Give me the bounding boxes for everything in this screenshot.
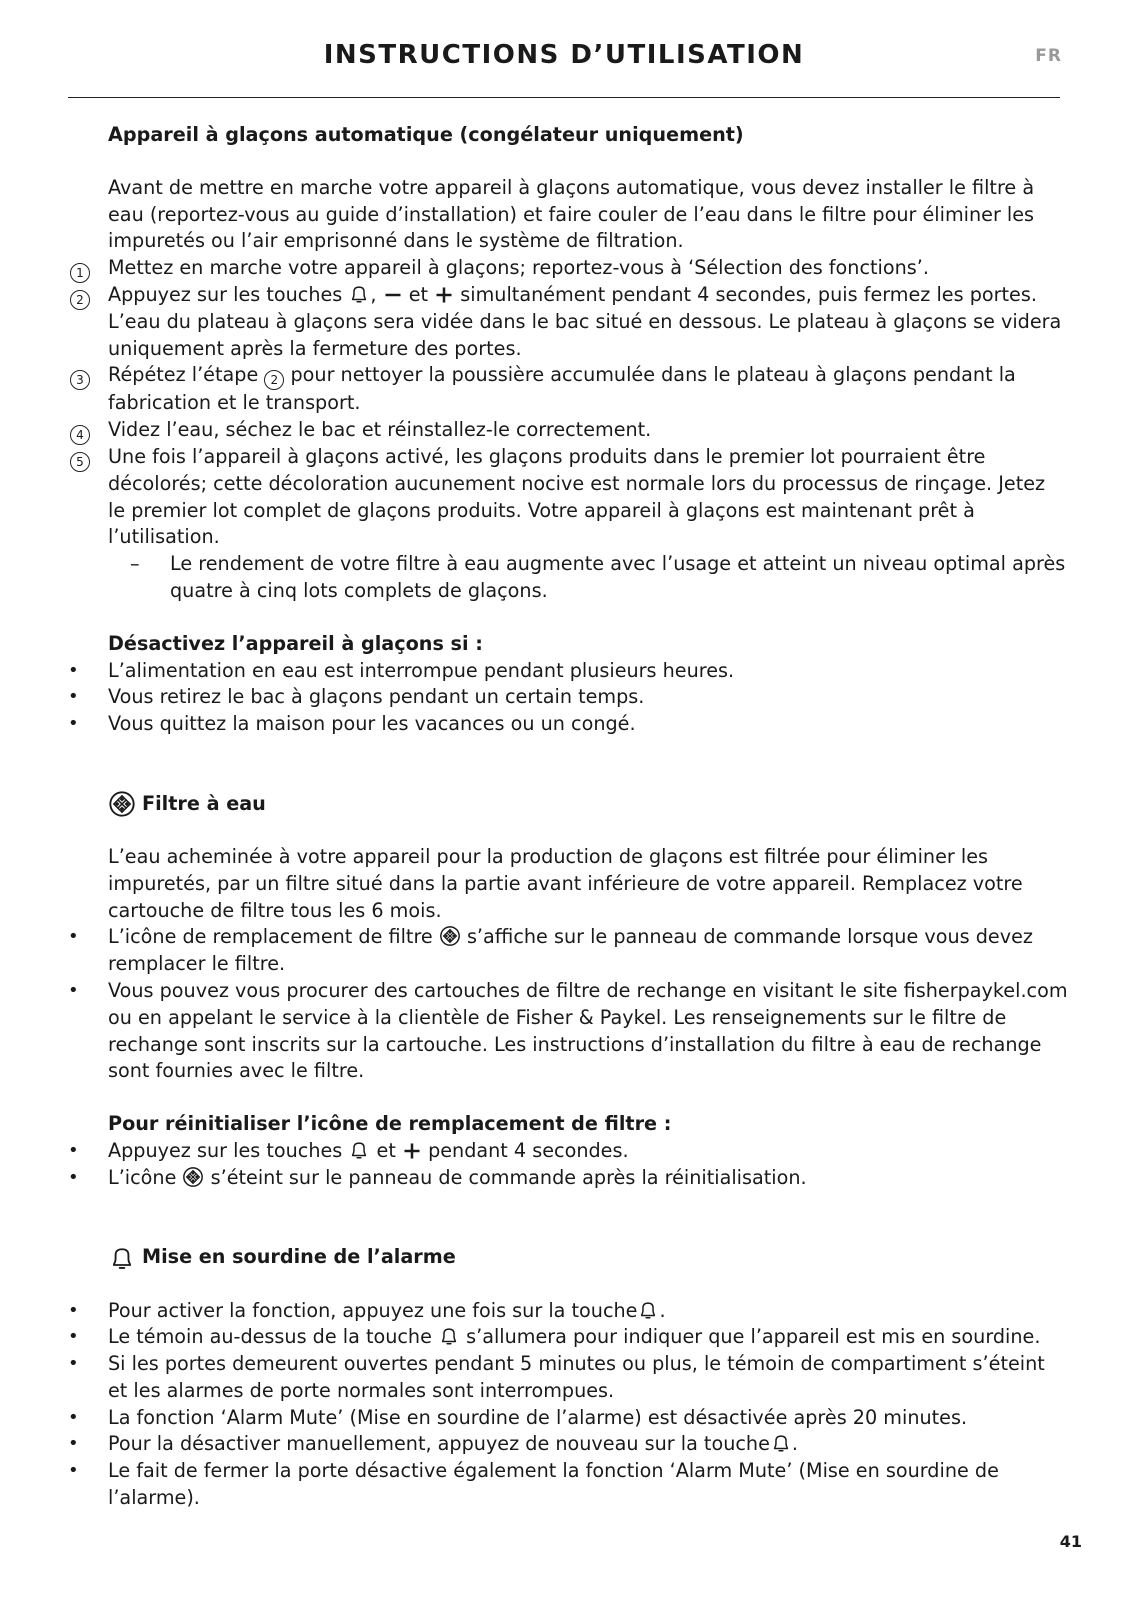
plus-icon: [434, 285, 454, 305]
list-item: • Pour activer la fonction, appuyez une fois sur la touche .: [68, 1298, 666, 1322]
page-content: [68, 122, 1068, 1512]
filter-heading: Filtre à eau: [108, 790, 1068, 818]
list-item: • La fonction ‘Alarm Mute’ (Mise en sourdine de l’alarme) est désactivée après 20 minutes.: [68, 1405, 968, 1429]
step-number: 5: [70, 444, 90, 472]
list-item: • Vous retirez le bac à glaçons pendant un certain temps.: [68, 685, 645, 709]
list-item: • Appuyez sur les touches et pendant 4 secondes.: [68, 1138, 629, 1162]
bell-icon: [348, 1139, 370, 1161]
step-text: Mettez en marche votre appareil à glaçons; reportez-vous à ‘Sélection des fonctions’.: [108, 256, 929, 280]
disable-heading: Désactivez l’appareil à glaçons si :: [108, 631, 483, 655]
step-number: 4: [70, 417, 90, 445]
list-item: • L’icône de remplacement de filtre s’affiche sur le panneau de commande lorsque vous devez remplacer le filtre.: [68, 925, 1033, 976]
step-number: 3: [70, 362, 90, 390]
step-number: 2: [70, 282, 90, 310]
step-item: [76, 444, 1068, 551]
header-divider: [68, 97, 1060, 98]
step-item: 3 Répétez l’étape 2 pour nettoyer la poussière accumulée dans le plateau à glaçons pendant la fabrication et le transport.: [108, 362, 1068, 417]
list-item: • Vous pouvez vous procurer des cartouches de filtre de rechange en visitant le site fisherpaykel.com ou en appelant le service à la clientèle de Fisher & Paykel. Les renseignements sur le filtre de rechange sont inscrits sur la cartouche. Les instructions d’installation du filtre à eau de rechange sont fournies avec le filtre.: [68, 978, 1068, 1083]
step-item: [76, 255, 1068, 282]
step-text: Videz l’eau, séchez le bac et réinstallez-le correctement.: [108, 418, 652, 442]
page-number: 41: [1059, 1532, 1082, 1551]
dash-note: – Le rendement de votre filtre à eau augmente avec l’usage et atteint un niveau optimal après quatre à cinq lots complets de glaçons.: [130, 552, 1066, 602]
bell-icon: [637, 1299, 659, 1321]
list-item: • L’alimentation en eau est interrompue pendant plusieurs heures.: [68, 658, 735, 682]
icemaker-intro: Avant de mettre en marche votre appareil à glaçons automatique, vous devez installer le filtre à eau (reportez-vous au guide d’installation) et faire couler de l’eau dans le filtre pour éliminer les impuretés ou l’air emprisonné dans le système de filtration.: [108, 175, 1035, 253]
filter-icon: [108, 790, 136, 818]
language-label: FR: [1035, 46, 1062, 66]
bell-icon: [108, 1244, 136, 1272]
list-item: • Si les portes demeurent ouvertes pendant 5 minutes ou plus, le témoin de compartiment s’éteint et les alarmes de porte normales sont interrompues.: [68, 1352, 1045, 1402]
bell-icon: [438, 1325, 460, 1347]
list-item: • Le fait de fermer la porte désactive également la fonction ‘Alarm Mute’ (Mise en sourdine de l’alarme).: [68, 1459, 999, 1510]
alarm-heading: Mise en sourdine de l’alarme: [108, 1244, 1068, 1272]
bell-icon: [770, 1432, 792, 1454]
bell-icon: [348, 283, 370, 305]
filter-icon: [182, 1166, 204, 1188]
page-header-title: INSTRUCTIONS D’UTILISATION: [323, 40, 805, 70]
list-item: • L’icône s’éteint sur le panneau de commande après la réinitialisation.: [68, 1165, 807, 1189]
icemaker-heading: Appareil à glaçons automatique (congélateur uniquement): [108, 123, 744, 146]
minus-icon: [383, 285, 403, 305]
list-item: • Vous quittez la maison pour les vacances ou un congé.: [68, 712, 636, 736]
step-item: [76, 417, 1068, 444]
step-text: Une fois l’appareil à glaçons activé, les glaçons produits dans le premier lot pourraient être décolorés; cette décoloration aucunement nocive est normale lors du processus de rinçage. Jetez le premier lot complet de glaçons produits. Votre appareil à glaçons est maintenant prêt à l’utilisation.: [108, 444, 1046, 549]
filter-intro: L’eau acheminée à votre appareil pour la production de glaçons est filtrée pour éliminer les impuretés, par un filtre situé dans la partie avant inférieure de votre appareil. Remplacez votre cartouche de filtre tous les 6 mois.: [108, 844, 1023, 922]
step-number: 1: [70, 255, 90, 283]
list-item: • Pour la désactiver manuellement, appuyez de nouveau sur la touche .: [68, 1432, 798, 1456]
step-reference: 2: [264, 370, 284, 390]
step-item: 2 Appuyez sur les touches , et simultanément pendant 4 secondes, puis fermez les portes. L’eau du plateau à glaçons sera vidée dans le bac situé en dessous. Le plateau à glaçons se videra uniquement après la fermeture des portes.: [108, 282, 1068, 362]
plus-icon: [402, 1141, 422, 1161]
reset-heading: Pour réinitialiser l’icône de remplacement de filtre :: [108, 1112, 672, 1136]
filter-icon: [439, 925, 461, 947]
list-item: • Le témoin au-dessus de la touche s’allumera pour indiquer que l’appareil est mis en sourdine.: [68, 1325, 1041, 1349]
